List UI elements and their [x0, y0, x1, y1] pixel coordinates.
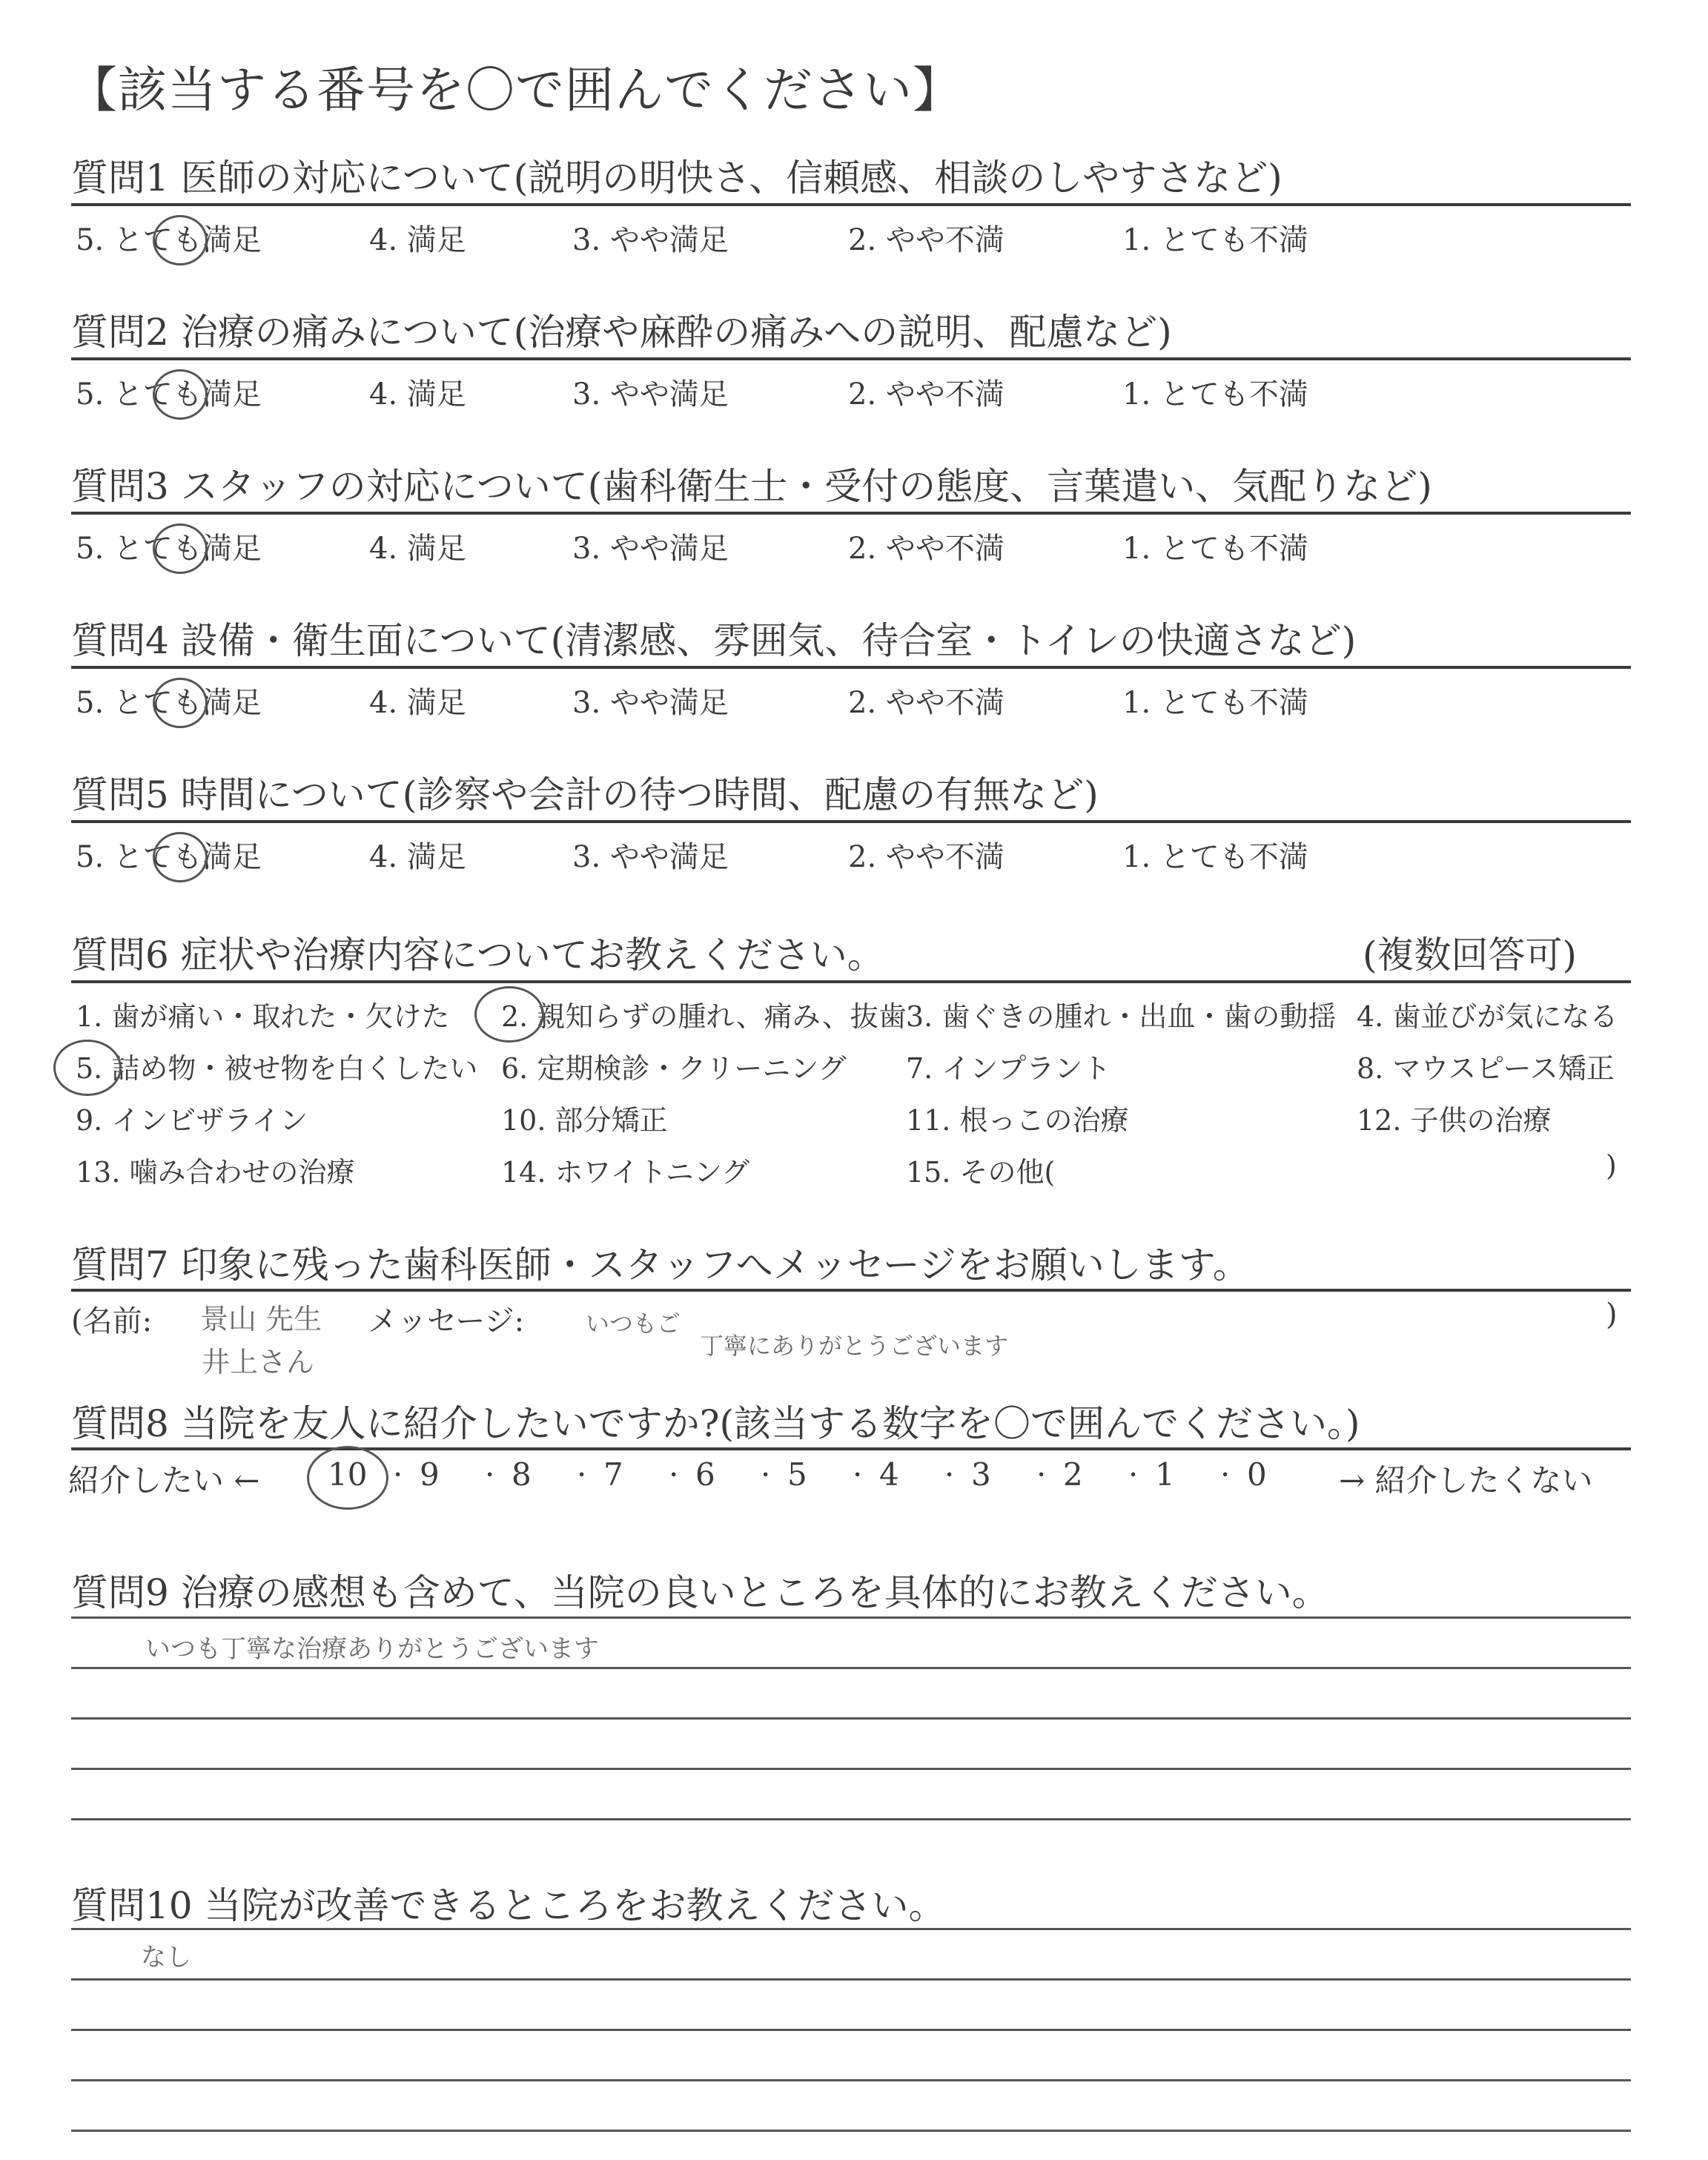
q1-option-2[interactable]: 2. やや不満 [848, 223, 1004, 257]
q7-message-label: メッセージ: [368, 1304, 525, 1338]
q7-handwritten-message-2: 丁寧にありがとうございます [700, 1332, 1009, 1360]
q8-scale-2[interactable]: 2 [1063, 1456, 1083, 1493]
q8-separator-dot: · [577, 1456, 587, 1493]
q7-heading: 質問7 印象に残った歯科医師・スタッフへメッセージをお願いします。 [71, 1244, 1250, 1287]
q7-close-paren: ) [1606, 1298, 1618, 1332]
q4-option-3[interactable]: 3. やや満足 [572, 686, 729, 720]
q3-option-2[interactable]: 2. やや不満 [848, 532, 1004, 566]
q8-scale-6[interactable]: 6 [695, 1456, 715, 1493]
q8-scale-10[interactable]: 10 [328, 1456, 368, 1493]
q10-heading: 質問10 当院が改善できるところをお教えください。 [71, 1884, 946, 1927]
q1-option-5[interactable]: 5. とても満足 [76, 223, 262, 257]
q3-option-1[interactable]: 1. とても不満 [1122, 532, 1308, 566]
q4-heading: 質問4 設備・衛生面について(清潔感、雰囲気、待合室・トイレの快適さなど) [71, 619, 1357, 662]
q9-line-5 [71, 1818, 1631, 1820]
q1-heading: 質問1 医師の対応について(説明の明快さ、信頼感、相談のしやすさなど) [71, 156, 1282, 199]
q6-option-6[interactable]: 6. 定期検診・クリーニング [501, 1052, 847, 1085]
q6-option-3[interactable]: 3. 歯ぐきの腫れ・出血・歯の動揺 [906, 1000, 1337, 1033]
q6-option-1[interactable]: 1. 歯が痛い・取れた・欠けた [76, 1000, 450, 1033]
q6-other-close-paren: ) [1606, 1149, 1617, 1182]
q9-handwritten-answer: いつも丁寧な治療ありがとうございます [145, 1634, 599, 1664]
q2-rule [71, 357, 1631, 360]
q7-rule [71, 1289, 1631, 1292]
q5-option-4[interactable]: 4. 満足 [369, 840, 466, 874]
q1-option-3[interactable]: 3. やや満足 [572, 223, 729, 257]
q10-line-4 [71, 2079, 1631, 2081]
q2-option-1[interactable]: 1. とても不満 [1122, 377, 1308, 412]
q8-scale-5[interactable]: 5 [787, 1456, 807, 1493]
answer-circle [153, 369, 208, 420]
q8-right-label: → 紹介したくない [1339, 1462, 1593, 1499]
q4-rule [71, 666, 1631, 669]
q6-option-9[interactable]: 9. インビザライン [76, 1104, 308, 1137]
q5-option-3[interactable]: 3. やや満足 [572, 840, 729, 874]
q3-option-5[interactable]: 5. とても満足 [76, 532, 262, 566]
q7-handwritten-name-1: 景山 先生 [200, 1303, 322, 1335]
q8-scale-7[interactable]: 7 [603, 1456, 623, 1493]
q3-option-4[interactable]: 4. 満足 [369, 532, 466, 566]
q8-separator-dot: · [1128, 1456, 1139, 1493]
q6-option-11[interactable]: 11. 根っこの治療 [906, 1104, 1129, 1137]
page-title: 【該当する番号を〇で囲んでください】 [68, 62, 962, 119]
q8-separator-dot: · [1220, 1456, 1231, 1493]
q5-option-2[interactable]: 2. やや不満 [848, 840, 1004, 874]
q6-option-7[interactable]: 7. インプラント [906, 1052, 1111, 1085]
q8-scale-9[interactable]: 9 [420, 1456, 440, 1493]
q8-separator-dot: · [485, 1456, 495, 1493]
q1-option-4[interactable]: 4. 満足 [369, 223, 466, 257]
q8-separator-dot: · [1036, 1456, 1047, 1493]
q8-scale-8[interactable]: 8 [512, 1456, 532, 1493]
q6-option-10[interactable]: 10. 部分矯正 [501, 1104, 668, 1137]
q6-heading: 質問6 症状や治療内容についてお教えください。 [71, 934, 884, 977]
q5-heading: 質問5 時間について(診察や会計の待つ時間、配慮の有無など) [71, 773, 1099, 816]
q10-line-3 [71, 2029, 1631, 2031]
q9-line-3 [71, 1717, 1631, 1720]
q8-rule [71, 1447, 1631, 1450]
q10-line-1 [71, 1928, 1631, 1930]
q8-separator-dot: · [761, 1456, 771, 1493]
q2-option-5[interactable]: 5. とても満足 [76, 377, 262, 412]
q6-option-13[interactable]: 13. 噛み合わせの治療 [76, 1156, 355, 1189]
q10-line-5 [71, 2130, 1631, 2132]
q2-option-2[interactable]: 2. やや不満 [848, 377, 1004, 412]
q8-heading: 質問8 当院を友人に紹介したいですか?(該当する数字を〇で囲んでください。) [71, 1402, 1360, 1445]
q8-scale-3[interactable]: 3 [971, 1456, 991, 1493]
q2-heading: 質問2 治療の痛みについて(治療や麻酔の痛みへの説明、配慮など) [71, 311, 1172, 354]
answer-circle [153, 832, 208, 882]
q10-line-2 [71, 1978, 1631, 1981]
q5-option-1[interactable]: 1. とても不満 [1122, 840, 1308, 874]
q9-line-4 [71, 1768, 1631, 1770]
q4-option-5[interactable]: 5. とても満足 [76, 686, 262, 720]
q3-heading: 質問3 スタッフの対応について(歯科衛生士・受付の態度、言葉遣い、気配りなど) [71, 465, 1432, 508]
q5-rule [71, 820, 1631, 823]
q10-handwritten-answer: なし [141, 1943, 191, 1972]
q3-option-3[interactable]: 3. やや満足 [572, 532, 729, 566]
q4-option-1[interactable]: 1. とても不満 [1122, 686, 1308, 720]
q6-rule [71, 980, 1631, 983]
q6-option-12[interactable]: 12. 子供の治療 [1357, 1104, 1552, 1137]
q6-option-15[interactable]: 15. その他( [906, 1156, 1056, 1189]
answer-circle [153, 524, 208, 574]
q6-option-4[interactable]: 4. 歯並びが気になる [1357, 1000, 1618, 1033]
answer-circle [474, 986, 544, 1043]
q1-rule [71, 203, 1631, 206]
q4-option-4[interactable]: 4. 満足 [369, 686, 466, 720]
q9-heading: 質問9 治療の感想も含めて、当院の良いところを具体的にお教えください。 [71, 1571, 1329, 1614]
q9-line-1 [71, 1616, 1631, 1619]
q6-note: (複数回答可) [1363, 934, 1578, 977]
q4-option-2[interactable]: 2. やや不満 [848, 686, 1004, 720]
answer-circle [53, 1040, 122, 1096]
q8-separator-dot: · [944, 1456, 955, 1493]
q6-option-2[interactable]: 2. 親知らずの腫れ、痛み、抜歯 [501, 1000, 907, 1033]
q8-scale-1[interactable]: 1 [1155, 1456, 1175, 1493]
q8-left-label: 紹介したい ← [68, 1462, 260, 1499]
q8-scale-0[interactable]: 0 [1247, 1456, 1267, 1493]
q8-scale-4[interactable]: 4 [879, 1456, 899, 1493]
q2-option-3[interactable]: 3. やや満足 [572, 377, 729, 412]
q8-separator-dot: · [393, 1456, 403, 1493]
q6-option-14[interactable]: 14. ホワイトニング [501, 1156, 750, 1189]
answer-circle [153, 678, 208, 728]
q8-separator-dot: · [669, 1456, 679, 1493]
q5-option-5[interactable]: 5. とても満足 [76, 840, 262, 874]
q2-option-4[interactable]: 4. 満足 [369, 377, 466, 412]
q8-separator-dot: · [853, 1456, 863, 1493]
q1-option-1[interactable]: 1. とても不満 [1122, 223, 1308, 257]
q7-name-label: (名前: [71, 1304, 153, 1338]
answer-circle [307, 1446, 388, 1510]
q9-line-2 [71, 1667, 1631, 1669]
q6-option-8[interactable]: 8. マウスピース矯正 [1357, 1052, 1615, 1085]
answer-circle [153, 215, 208, 265]
q3-rule [71, 512, 1631, 515]
q6-option-5[interactable]: 5. 詰め物・被せ物を白くしたい [76, 1052, 478, 1085]
q7-handwritten-name-2: 井上さん [202, 1346, 315, 1378]
q7-handwritten-message-1: いつもご [586, 1309, 681, 1338]
